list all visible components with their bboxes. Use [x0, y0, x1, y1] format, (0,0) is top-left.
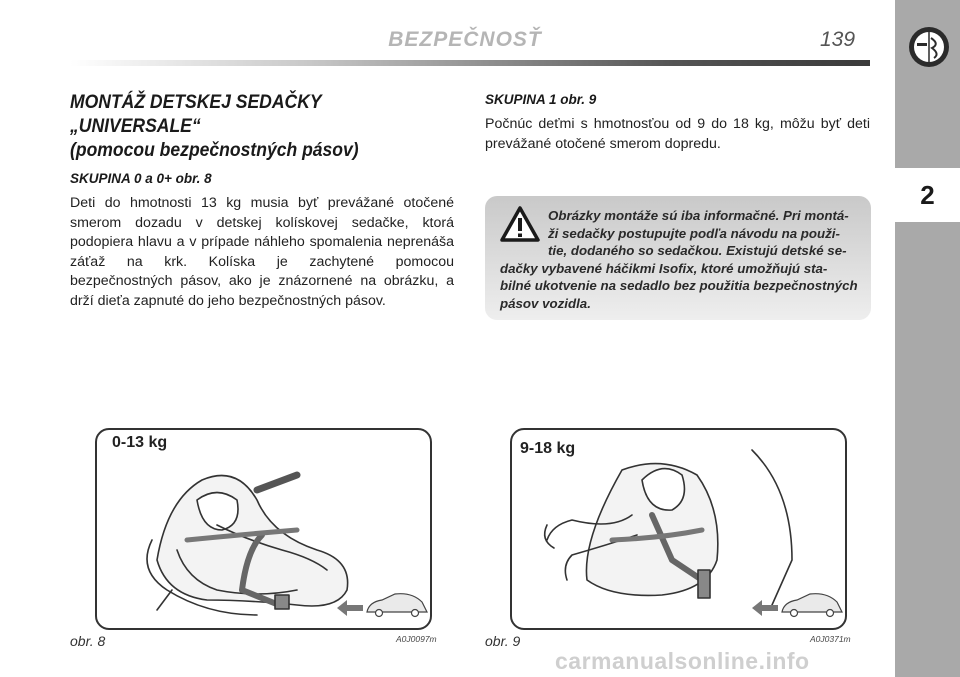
figure-9-illustration — [510, 428, 847, 630]
figure-8-code: A0J0097m — [396, 634, 437, 644]
warning-line: tie, dodaného so sedačkou. Existujú detské se- — [548, 243, 847, 258]
chapter-tab[interactable]: 2 — [895, 168, 960, 222]
car-icon — [367, 594, 427, 617]
group1-body: Počnúc deťmi s hmotnosťou od 9 do 18 kg, môžu byť deti prevážané otočené smerom dopredu. — [485, 116, 870, 152]
main-title — [70, 90, 412, 162]
main-title-line-1: MONTÁŽ DETSKEJ SEDAČKY „UNIVERSALE“ — [70, 91, 322, 137]
figure-8-weight-badge: 0-13 kg — [112, 434, 168, 451]
section-title: BEZPEČNOSŤ — [388, 28, 542, 51]
header-rule — [70, 60, 870, 66]
rear-facing-carrier-drawing — [97, 430, 430, 628]
main-title-line-2: (pomocou bezpečnostných pásov) — [70, 139, 359, 161]
watermark: carmanualsonline.info — [555, 648, 810, 674]
figure-8-caption: obr. 8 — [70, 633, 106, 649]
figure-9-code: A0J0371m — [810, 634, 851, 644]
car-icon — [782, 594, 842, 617]
warning-line: Obrázky montáže sú iba informačné. Pri montá- — [548, 208, 849, 223]
figure-9-weight-badge: 9-18 kg — [520, 440, 576, 457]
warning-line: pásov vozidla. — [500, 295, 591, 311]
warning-line: dačky vybavené háčikmi Isofix, ktoré umožňujú sta- — [500, 260, 828, 276]
warning-text — [500, 207, 860, 312]
group0-heading: SKUPINA 0 a 0+ obr. 8 — [70, 171, 212, 186]
warning-line: bilné ukotvenie na sedadlo bez použitia bezpečnostných — [500, 278, 858, 293]
alfa-romeo-logo-icon — [908, 26, 950, 68]
direction-arrow-icon — [752, 600, 778, 616]
figure-9-caption: obr. 9 — [485, 633, 521, 649]
side-chapter-bar — [895, 0, 960, 677]
group1-heading: SKUPINA 1 obr. 9 — [485, 92, 597, 107]
group0-body: Deti do hmotnosti 13 kg musia byť prevážané otočené smerom dozadu v detskej kolískovej sedačke, ktorá podopiera hlavu a v prípade náhleho spomalenia neprenáša záťaž na krk. Kolíska je zachytené pomocou bezpečnostných pásov, ako je znázornené na obrázku, a drží dieťa zapnuté do jeho bezpečnostných pásov. — [70, 195, 454, 309]
forward-facing-seat-drawing — [512, 430, 845, 628]
warning-line: ži sedačky postupujte podľa návodu na použi- — [548, 225, 840, 241]
figure-8-illustration — [95, 428, 432, 630]
direction-arrow-icon — [337, 600, 363, 616]
page-number: 139 — [820, 28, 856, 51]
